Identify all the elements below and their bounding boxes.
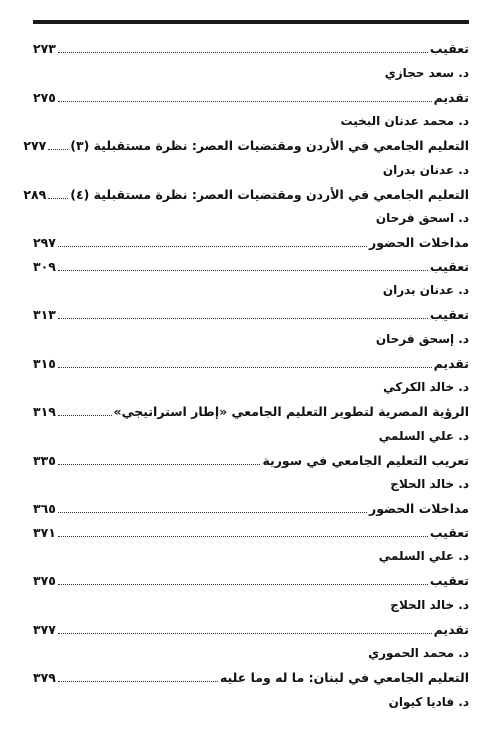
dot-leader [58,270,428,271]
toc-author: د. فاديا كيوان [388,694,469,709]
toc-entry [33,400,469,424]
toc-page-number: ٢٧٣ [33,41,56,56]
toc-author: د. علي السلمي [378,549,469,563]
toc-page-number: ٣٣٥ [33,452,56,468]
dot-leader [58,367,432,368]
toc-entry [23,134,469,158]
toc-entry [33,666,469,690]
toc-entry [33,255,469,279]
toc-entry-title: تعقيب [429,258,469,274]
toc-entry-title: التعليم الجامعي في الأردن ومقتضيات العصر: نظرة مستقبلية (٣) [70,138,469,153]
dot-leader [58,464,261,465]
toc-author: د. محمد عدنان البخيت [340,114,469,128]
dot-leader [58,681,218,682]
toc-page-number: ٣٠٩ [33,258,56,274]
toc-page-number: ٣١٥ [33,355,56,371]
toc-author: د. محمد الحموري [368,646,469,660]
toc-author: د. خالد الكركي [383,380,469,394]
toc-page-number: ٢٨٩ [23,186,47,202]
toc-entry-title: الرؤية المصرية لتطوير التعليم الجامعي «إطار استراتيجي» [113,404,469,419]
dot-leader [58,536,428,537]
table-of-contents [23,37,469,715]
toc-entry-title: التعليم الجامعي في لبنان: ما له وما عليه [219,670,469,685]
toc-entry [33,37,469,61]
toc-entry [33,449,469,473]
dot-leader [48,149,68,150]
toc-entry-title: تعقيب [429,524,469,540]
dot-leader [58,512,367,513]
toc-entry [33,497,469,521]
toc-entry [33,231,469,255]
toc-entry-title: تعقيب [429,41,469,56]
toc-entry-title: تقديم [433,89,469,105]
toc-author: د. اسحق فرحان [375,211,469,225]
toc-author: د. عدنان بدران [382,162,469,177]
toc-entry [23,183,469,207]
toc-author: د. علي السلمي [378,428,469,443]
dot-leader [58,584,428,585]
toc-entry [33,569,469,593]
toc-page-number: ٢٧٧ [23,138,47,153]
toc-page-number: ٢٩٧ [33,235,56,250]
toc-entry [33,618,469,642]
toc-entry-title: تعريب التعليم الجامعي في سورية [262,452,469,468]
top-rule [33,20,469,24]
toc-author: د. خالد الحلاج [390,597,469,612]
dot-leader [58,415,112,416]
dot-leader [58,633,432,634]
toc-entry-title: التعليم الجامعي في الأردن ومقتضيات العصر: نظرة مستقبلية (٤) [70,186,469,202]
dot-leader [58,101,432,102]
toc-entry-title: تقديم [433,621,469,637]
toc-author: د. خالد الحلاج [390,477,469,491]
dot-leader [58,52,428,53]
toc-page-number: ٣٧٩ [33,670,56,685]
toc-page-number: ٣١٣ [33,307,56,322]
toc-entry [33,521,469,545]
toc-page-number: ٣١٩ [33,404,56,419]
toc-page-number: ٣٦٥ [33,501,56,516]
toc-page-number: ٢٧٥ [33,89,56,105]
dot-leader [58,246,367,247]
toc-page-number: ٣٧٥ [33,573,56,588]
toc-author: د. سعد حجازي [384,65,469,80]
toc-entry-title: تعقيب [429,573,469,588]
toc-entry-title: تعقيب [429,307,469,322]
toc-author: د. إسحق فرحان [375,331,469,346]
toc-entry-title: مداخلات الحضور [369,501,469,516]
toc-entry [33,86,469,110]
toc-entry-title: مداخلات الحضور [369,235,469,250]
toc-entry [33,303,469,327]
toc-entry-title: تقديم [433,355,469,371]
toc-entry [33,352,469,376]
toc-page-number: ٣٧١ [33,524,56,540]
dot-leader [58,318,428,319]
toc-author: د. عدنان بدران [382,283,469,297]
dot-leader [48,198,68,199]
toc-page-number: ٣٧٧ [33,621,56,637]
